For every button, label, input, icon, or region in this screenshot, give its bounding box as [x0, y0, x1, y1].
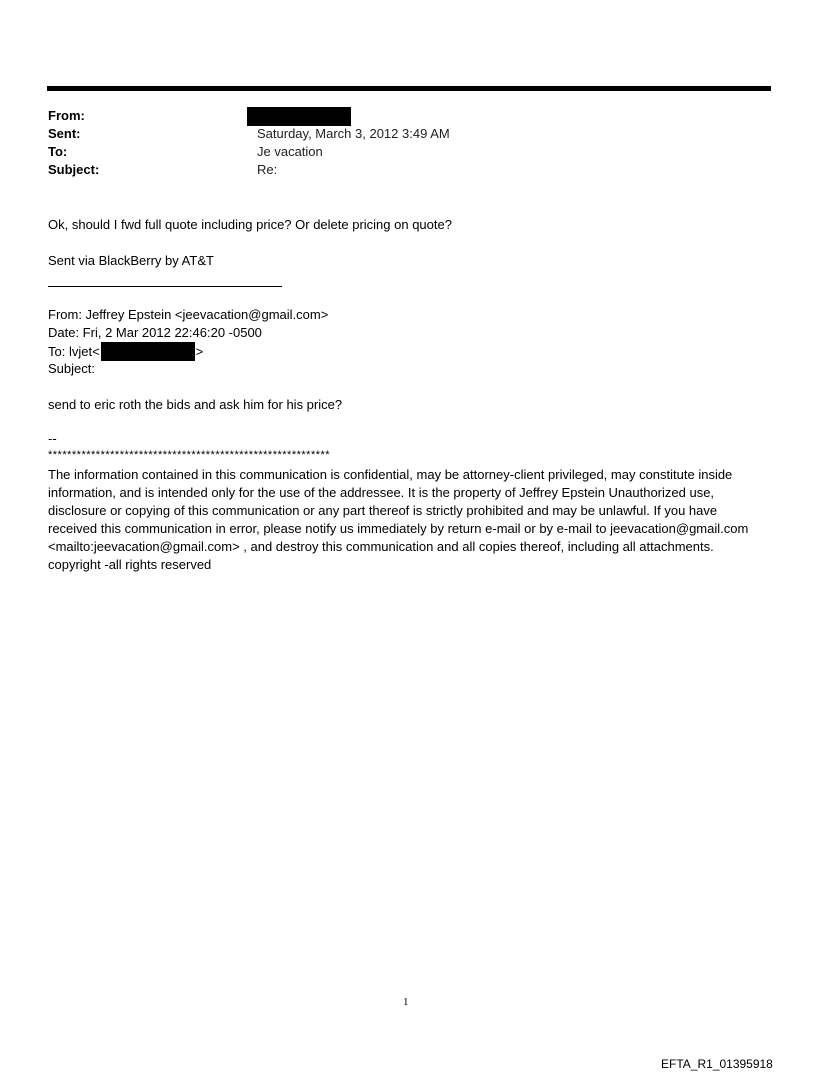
subject-label: Subject:: [48, 162, 100, 177]
quoted-subject: Subject:: [48, 361, 95, 376]
sent-label: Sent:: [48, 126, 81, 141]
confidentiality-disclaimer: The information contained in this communication is confidential, may be attorney-client privileged, may constitute inside information, and is intended only for the use of the addressee. It is the property of Jeffrey Epstein Unauthorized use, disclosure or copying of this communication or any part thereof is strictly prohibited and may be unlawful. If you have received this communication in error, please notify us immediately by return e-mail or by e-mail to jeevacation@gmail.com <mailto:jeevacation@gmail.com> , and destroy this communication and all copies thereof, including all attachments. copyright -all rights reserved: [48, 467, 749, 572]
sent-value: Saturday, March 3, 2012 3:49 AM: [257, 126, 450, 141]
page-number: 1: [403, 996, 409, 1008]
to-label: To:: [48, 144, 68, 159]
from-label: From:: [48, 108, 85, 123]
signature-dashes: --: [48, 431, 57, 446]
quoted-to-prefix: To: lvjet<: [48, 344, 100, 359]
document-id: EFTA_R1_01395918: [661, 1057, 773, 1071]
subject-value: Re:: [257, 162, 278, 177]
asterisk-separator: ***********************************************************: [48, 449, 331, 461]
message-body: Ok, should I fwd full quote including price? Or delete pricing on quote?: [48, 217, 452, 232]
quote-divider: [48, 286, 282, 287]
signature: Sent via BlackBerry by AT&T: [48, 253, 214, 268]
header-divider: [47, 86, 771, 91]
from-redaction: [247, 107, 351, 126]
quoted-to: [48, 342, 203, 361]
to-redaction: [101, 342, 195, 361]
to-value: Je vacation: [257, 144, 323, 159]
quoted-to-suffix: >: [195, 344, 204, 359]
quoted-from: From: Jeffrey Epstein <jeevacation@gmail.com>: [48, 307, 329, 322]
quoted-message: send to eric roth the bids and ask him for his price?: [48, 397, 343, 412]
quoted-date: Date: Fri, 2 Mar 2012 22:46:20 -0500: [48, 325, 262, 340]
